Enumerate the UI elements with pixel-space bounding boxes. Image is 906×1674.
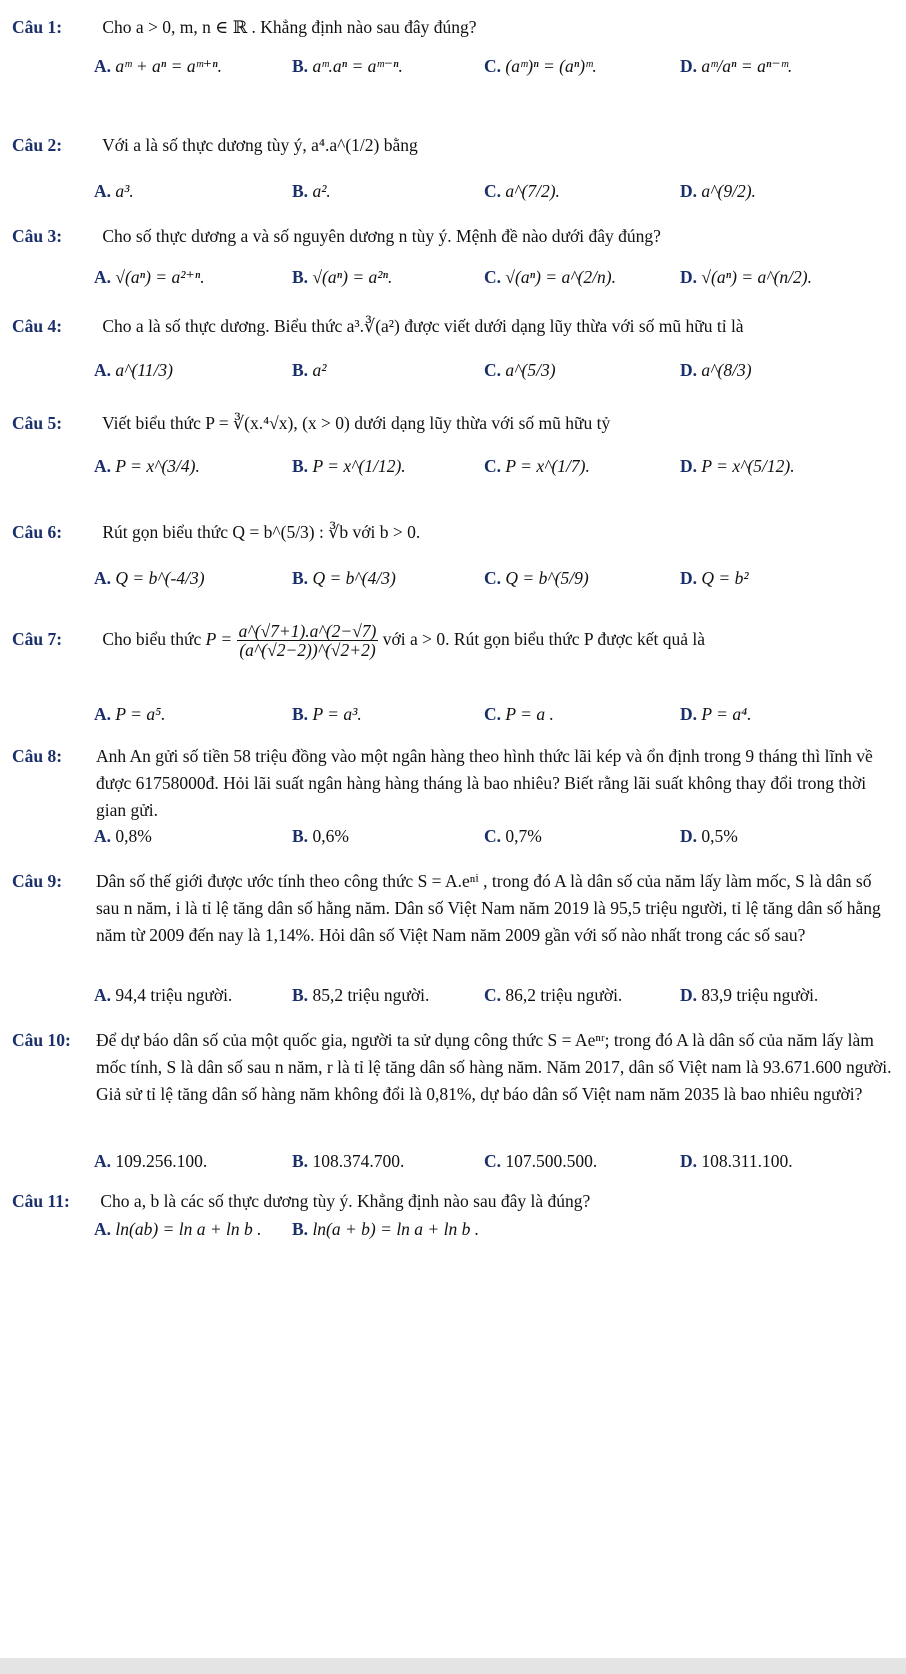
option-label: B.: [292, 360, 309, 380]
question-4: [12, 313, 894, 340]
option-label: B.: [292, 985, 309, 1005]
question-1: [12, 14, 894, 41]
option-a[interactable]: [94, 456, 200, 477]
page-gap: [0, 1658, 906, 1674]
option-b[interactable]: [292, 826, 349, 847]
option-label: B.: [292, 181, 309, 201]
question-stem: Cho a là số thực dương. Biểu thức a³.∛(a²) được viết dưới dạng lũy thừa với số mũ hữu tỉ là: [102, 316, 744, 336]
option-text: (aᵐ)ⁿ = (aⁿ)ᵐ.: [505, 56, 597, 76]
option-label: B.: [292, 704, 309, 724]
question-label: Câu 6:: [12, 522, 63, 542]
option-label: D.: [680, 56, 698, 76]
option-text: 0,8%: [115, 826, 152, 846]
option-c[interactable]: [484, 456, 590, 477]
option-text: √(aⁿ) = a^(n/2).: [701, 267, 812, 287]
option-text: P = a⁴.: [701, 704, 752, 724]
question-label: Câu 10:: [12, 1030, 71, 1050]
option-text: ln(ab) = ln a + ln b .: [115, 1219, 262, 1239]
question-stem: Dân số thế giới được ước tính theo công thức S = A.eⁿⁱ , trong đó A là dân số của năm lấy làm mốc, S là dân số sau n năm, i là tỉ lệ tăng dân số hằng năm. Dân số Việt Nam năm 2019 là 95,5 triệu người, tỉ lệ tăng dân số hằng năm từ 2009 đến nay là 1,14%. Hỏi dân số Việt Nam năm 2009 gần với số nào nhất trong các số sau?: [96, 871, 881, 945]
option-text: 0,7%: [505, 826, 542, 846]
question-9: [12, 868, 894, 949]
option-a[interactable]: [94, 1219, 262, 1240]
option-label: A.: [94, 568, 112, 588]
option-label: C.: [484, 985, 502, 1005]
option-a[interactable]: [94, 267, 205, 288]
option-a[interactable]: [94, 181, 134, 202]
option-text: 109.256.100.: [115, 1151, 208, 1171]
option-text: Q = b^(-4/3): [115, 568, 205, 588]
option-label: B.: [292, 56, 309, 76]
fraction-denominator: (a^(√2−2))^(√2+2): [239, 640, 376, 661]
question-label: Câu 8:: [12, 746, 63, 766]
option-b[interactable]: [292, 56, 403, 77]
option-text: a^(11/3): [115, 360, 173, 380]
question-label: Câu 1:: [12, 17, 63, 37]
question-stem: Rút gọn biểu thức Q = b^(5/3) : ∛b với b > 0.: [102, 522, 421, 542]
option-text: 108.311.100.: [701, 1151, 793, 1171]
option-b[interactable]: [292, 360, 326, 381]
option-label: D.: [680, 568, 698, 588]
option-text: a^(7/2).: [505, 181, 560, 201]
option-a[interactable]: [94, 985, 232, 1006]
option-label: D.: [680, 456, 698, 476]
option-text: √(aⁿ) = a²⁺ⁿ.: [115, 267, 205, 287]
option-label: D.: [680, 1151, 698, 1171]
option-label: A.: [94, 1219, 112, 1239]
option-text: 0,6%: [312, 826, 349, 846]
option-d[interactable]: [680, 456, 795, 477]
option-text: 83,9 triệu người.: [701, 985, 819, 1005]
option-a[interactable]: [94, 360, 173, 381]
option-label: A.: [94, 56, 112, 76]
question-fraction: [237, 622, 379, 660]
option-a[interactable]: [94, 704, 166, 725]
option-text: Q = b²: [701, 568, 749, 588]
option-text: P = x^(5/12).: [701, 456, 795, 476]
option-b[interactable]: [292, 704, 362, 725]
option-label: C.: [484, 456, 502, 476]
option-b[interactable]: [292, 181, 331, 202]
option-label: D.: [680, 360, 698, 380]
option-b[interactable]: [292, 456, 406, 477]
option-text: P = a⁵.: [115, 704, 166, 724]
question-7: Câu 7: Cho biểu thức P = $\frac{a\^{}(√7+1).a\^{}(2-√7)}{(a\^{}(√2-2))\^{}(√2+2)}$ với a > 0. Rút gọn biểu thức P được kết quả là: [12, 621, 706, 661]
option-text: 94,4 triệu người.: [115, 985, 233, 1005]
option-text: P = x^(1/12).: [312, 456, 406, 476]
question-stem: Anh An gửi số tiền 58 triệu đồng vào một ngân hàng theo hình thức lãi kép và ổn định trong 9 tháng thì lĩnh về được 61758000đ. Hỏi lãi suất ngân hàng hàng tháng là bao nhiêu? Biết rằng lãi suất không thay đổi trong thời gian gửi.: [96, 746, 873, 820]
option-label: C.: [484, 1151, 502, 1171]
option-label: C.: [484, 267, 502, 287]
question-label: Câu 4:: [12, 316, 63, 336]
option-c[interactable]: [484, 826, 542, 847]
option-d[interactable]: [680, 181, 756, 202]
option-d[interactable]: [680, 267, 812, 288]
option-text: P = x^(1/7).: [505, 456, 590, 476]
question-3: [12, 223, 894, 250]
option-label: C.: [484, 360, 502, 380]
option-text: 107.500.500.: [505, 1151, 598, 1171]
question-8: [12, 743, 894, 824]
question-stem: Với a là số thực dương tùy ý, a⁴.a^(1/2) bằng: [102, 135, 418, 155]
option-d[interactable]: [680, 56, 792, 77]
option-d[interactable]: [680, 704, 752, 725]
question-label: Câu 9:: [12, 871, 63, 891]
option-text: aᵐ.aⁿ = aᵐ⁻ⁿ.: [312, 56, 403, 76]
option-label: D.: [680, 704, 698, 724]
question-stem: Cho a > 0, m, n ∈ ℝ . Khẳng định nào sau đây đúng?: [102, 17, 477, 37]
option-a[interactable]: [94, 826, 152, 847]
option-text: P = x^(3/4).: [115, 456, 200, 476]
question-label: Câu 3:: [12, 226, 63, 246]
question-label: Câu 7:: [12, 628, 63, 649]
option-label: A.: [94, 1151, 112, 1171]
option-label: C.: [484, 826, 502, 846]
option-label: A.: [94, 456, 112, 476]
question-stem-intro: Cho biểu thức: [102, 628, 202, 649]
option-d[interactable]: [680, 360, 752, 381]
option-text: 108.374.700.: [312, 1151, 405, 1171]
option-text: Q = b^(5/9): [505, 568, 589, 588]
option-text: 85,2 triệu người.: [312, 985, 430, 1005]
question-stem: Để dự báo dân số của một quốc gia, người ta sử dụng công thức S = Aeⁿʳ; trong đó A là dân số của năm lấy làm mốc tính, S là dân số sau n năm, r là tỉ lệ tăng dân số hàng năm. Năm 2017, dân số Việt nam là 93.671.600 người. Giả sử tỉ lệ tăng dân số hàng năm không đổi là 0,81%, dự báo dân số Việt nam năm 2035 là bao nhiêu người?: [96, 1030, 892, 1104]
option-a[interactable]: [94, 56, 222, 77]
option-label: A.: [94, 360, 112, 380]
option-text: P = a .: [505, 704, 554, 724]
option-label: B.: [292, 456, 309, 476]
option-label: C.: [484, 568, 502, 588]
option-text: √(aⁿ) = a^(2/n).: [505, 267, 616, 287]
option-label: D.: [680, 826, 698, 846]
option-label: B.: [292, 826, 309, 846]
option-text: a²: [312, 360, 327, 380]
question-stem: Viết biểu thức P = ∛(x.⁴√x), (x > 0) dưới dạng lũy thừa với số mũ hữu tỷ: [102, 413, 611, 433]
option-b[interactable]: [292, 1151, 404, 1172]
option-c[interactable]: [484, 181, 560, 202]
option-label: D.: [680, 181, 698, 201]
option-label: B.: [292, 267, 309, 287]
question-6: [12, 519, 894, 546]
option-a[interactable]: [94, 568, 205, 589]
option-a[interactable]: [94, 1151, 207, 1172]
option-d[interactable]: [680, 568, 749, 589]
option-label: C.: [484, 181, 502, 201]
question-label: Câu 11:: [12, 1191, 70, 1211]
option-c[interactable]: [484, 360, 556, 381]
option-c[interactable]: [484, 985, 622, 1006]
option-c[interactable]: [484, 56, 597, 77]
option-text: a².: [312, 181, 331, 201]
option-text: aᵐ/aⁿ = aⁿ⁻ᵐ.: [701, 56, 793, 76]
option-text: a^(8/3): [701, 360, 752, 380]
option-label: A.: [94, 826, 112, 846]
question-5: [12, 410, 894, 437]
question-11: [12, 1188, 894, 1215]
question-stem: Cho a, b là các số thực dương tùy ý. Khẳng định nào sau đây là đúng?: [100, 1191, 591, 1211]
question-2: [12, 132, 894, 159]
option-label: B.: [292, 1219, 309, 1239]
option-c[interactable]: [484, 568, 589, 589]
option-c[interactable]: [484, 1151, 597, 1172]
option-label: A.: [94, 985, 112, 1005]
question-stem: Cho số thực dương a và số nguyên dương n tùy ý. Mệnh đề nào dưới đây đúng?: [102, 226, 661, 246]
option-label: B.: [292, 1151, 309, 1171]
question-10: [12, 1027, 894, 1108]
option-text: 0,5%: [701, 826, 738, 846]
question-stem-tail: với a > 0. Rút gọn biểu thức P được kết quả là: [382, 628, 706, 649]
option-d[interactable]: [680, 826, 738, 847]
option-text: Q = b^(4/3): [312, 568, 396, 588]
option-text: ln(a + b) = ln a + ln b .: [312, 1219, 480, 1239]
option-label: D.: [680, 267, 698, 287]
option-label: A.: [94, 704, 112, 724]
option-b[interactable]: [292, 985, 429, 1006]
option-text: aᵐ + aⁿ = aᵐ⁺ⁿ.: [115, 56, 222, 76]
option-text: a^(5/3): [505, 360, 556, 380]
option-b[interactable]: [292, 267, 392, 288]
option-label: C.: [484, 704, 502, 724]
option-c[interactable]: [484, 267, 616, 288]
option-label: A.: [94, 181, 112, 201]
option-text: P = a³.: [312, 704, 362, 724]
option-label: D.: [680, 985, 698, 1005]
fraction-numerator: a^(√7+1).a^(2−√7): [238, 621, 377, 641]
question-label: Câu 5:: [12, 413, 63, 433]
option-text: 86,2 triệu người.: [505, 985, 623, 1005]
option-label: A.: [94, 267, 112, 287]
option-text: √(aⁿ) = a²ⁿ.: [312, 267, 393, 287]
question-label: Câu 2:: [12, 135, 63, 155]
option-d[interactable]: [680, 1151, 793, 1172]
option-text: a^(9/2).: [701, 181, 756, 201]
option-b[interactable]: [292, 1219, 479, 1240]
option-d[interactable]: [680, 985, 818, 1006]
option-label: C.: [484, 56, 502, 76]
option-text: a³.: [115, 181, 134, 201]
option-label: B.: [292, 568, 309, 588]
option-c[interactable]: [484, 704, 554, 725]
option-b[interactable]: [292, 568, 396, 589]
